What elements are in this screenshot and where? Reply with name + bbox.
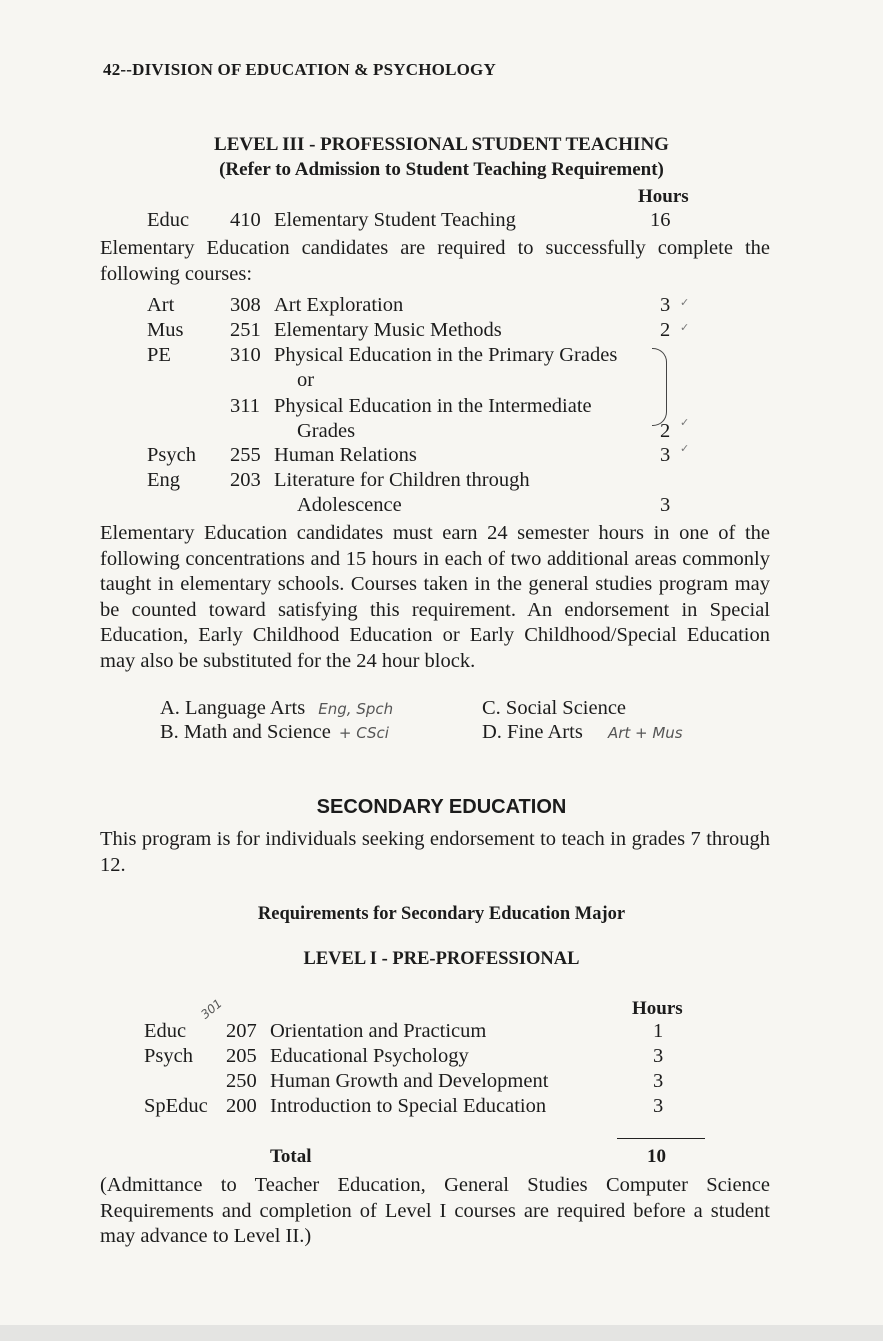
- course-dept: PE: [147, 344, 171, 366]
- requirements-heading: Requirements for Secondary Education Major: [257, 904, 626, 924]
- course-title: Orientation and Practicum: [270, 1020, 487, 1042]
- course-title: Elementary Music Methods: [274, 319, 502, 341]
- level1-hours-label: Hours: [632, 998, 683, 1019]
- course-hours: 3: [653, 1070, 664, 1092]
- concentration-b: [160, 721, 389, 744]
- course-title: Human Relations: [274, 444, 417, 466]
- concentration-label: A. Language Arts: [160, 697, 306, 719]
- course-hours: 1: [653, 1020, 664, 1042]
- course-title: Grades: [297, 420, 356, 442]
- course-title: Physical Education in the Intermediate: [274, 395, 592, 417]
- secondary-intro: This program is for individuals seeking endorsement to teach in grades 7 through 12.: [100, 828, 770, 876]
- course-dept: Psych: [147, 444, 196, 466]
- course-title: Art Exploration: [274, 294, 404, 316]
- course-hours: 3: [653, 1095, 664, 1117]
- level3-subtitle: (Refer to Admission to Student Teaching Requirement): [219, 159, 664, 180]
- table-row: [0, 395, 883, 420]
- table-row: [0, 416, 883, 445]
- course-title: Literature for Children through: [274, 469, 530, 491]
- table-row: [0, 1070, 883, 1095]
- course-hours: 3: [660, 444, 671, 466]
- table-row: [0, 294, 883, 319]
- secondary-heading: SECONDARY EDUCATION: [316, 796, 567, 818]
- course-number: 310: [230, 344, 261, 366]
- concentration-label: C. Social Science: [482, 697, 627, 719]
- course-title: Elementary Student Teaching: [274, 209, 516, 231]
- level3-course-row: [0, 209, 883, 234]
- table-row: [0, 1095, 883, 1120]
- total-rule: [617, 1138, 705, 1139]
- level3-hours-label: Hours: [638, 186, 689, 207]
- level1-heading: LEVEL I - PRE-PROFESSIONAL: [303, 949, 580, 969]
- course-dept: Psych: [144, 1045, 193, 1067]
- course-hours: 3: [660, 294, 671, 316]
- course-hours: 2: [660, 319, 671, 341]
- course-hours: 2: [660, 420, 671, 442]
- course-title: Introduction to Special Education: [270, 1095, 547, 1117]
- course-number: 251: [230, 319, 261, 341]
- concentration-a: [160, 697, 393, 720]
- table-row: [0, 469, 883, 494]
- course-number: 311: [230, 395, 260, 417]
- course-title: Adolescence: [297, 494, 402, 516]
- table-row: [0, 1020, 883, 1045]
- handwritten-note: Art + Mus: [607, 724, 683, 742]
- pencil-brace-mark: [652, 348, 667, 426]
- level1-footer: (Admittance to Teacher Education, General Studies Computer Science Requirements and completion of Level I courses are required before a student may advance to Level II.): [100, 1174, 770, 1247]
- table-row: [0, 494, 883, 519]
- course-hours: 3: [660, 494, 671, 516]
- course-number: 308: [230, 294, 261, 316]
- course-title: or: [297, 369, 315, 391]
- table-row: [0, 319, 883, 344]
- concentration-label: D. Fine Arts: [482, 721, 583, 743]
- handwritten-note: Eng, Spch: [318, 700, 394, 718]
- course-number: 255: [230, 444, 261, 466]
- course-dept: SpEduc: [144, 1095, 208, 1117]
- course-hours: 16: [650, 209, 671, 231]
- course-dept: Mus: [147, 319, 184, 341]
- concentrations-text: Elementary Education candidates must earn 24 semester hours in one of the following concentrations and 15 hours in each of two additional areas commonly taught in elementary schools. Courses taken in the general studies program may be counted toward satisfying this requirement. An endorsement in Special Education, Early Childhood Education or Early Childhood/Special Education may also be substituted for the 24 hour block.: [100, 522, 770, 672]
- pencil-check-mark: ✓: [680, 442, 690, 455]
- pencil-check-mark: ✓: [680, 321, 690, 334]
- level3-title: LEVEL III - PROFESSIONAL STUDENT TEACHING: [214, 134, 669, 155]
- course-dept: Art: [147, 294, 175, 316]
- table-row: [0, 1045, 883, 1070]
- course-number: 200: [226, 1095, 257, 1117]
- total-label: Total: [270, 1146, 312, 1167]
- table-row: [0, 444, 883, 469]
- pencil-margin-note: 301: [198, 996, 225, 1022]
- handwritten-note: + CSci: [338, 724, 389, 742]
- course-number: 203: [230, 469, 261, 491]
- total-hours: 10: [647, 1146, 666, 1167]
- course-dept: Eng: [147, 469, 181, 491]
- table-row: [0, 344, 883, 369]
- table-row: [0, 369, 883, 394]
- scan-edge-shadow: [0, 1325, 883, 1341]
- course-dept: Educ: [147, 209, 190, 231]
- pencil-check-mark: ✓: [680, 296, 690, 309]
- elem-required-intro: Elementary Education candidates are required to successfully complete the following courses:: [100, 237, 770, 285]
- concentration-label: B. Math and Science: [160, 721, 331, 743]
- course-number: 205: [226, 1045, 257, 1067]
- course-title: Physical Education in the Primary Grades: [274, 344, 618, 366]
- pencil-check-mark: ✓: [680, 416, 690, 429]
- concentration-c: [482, 697, 626, 720]
- course-number: 410: [230, 209, 261, 231]
- course-number: 250: [226, 1070, 257, 1092]
- course-dept: Educ: [144, 1020, 187, 1042]
- course-title: Educational Psychology: [270, 1045, 469, 1067]
- course-title: Human Growth and Development: [270, 1070, 549, 1092]
- running-head: 42--DIVISION OF EDUCATION & PSYCHOLOGY: [103, 60, 496, 79]
- course-hours: 3: [653, 1045, 664, 1067]
- course-number: 207: [226, 1020, 257, 1042]
- concentration-d: [482, 721, 683, 744]
